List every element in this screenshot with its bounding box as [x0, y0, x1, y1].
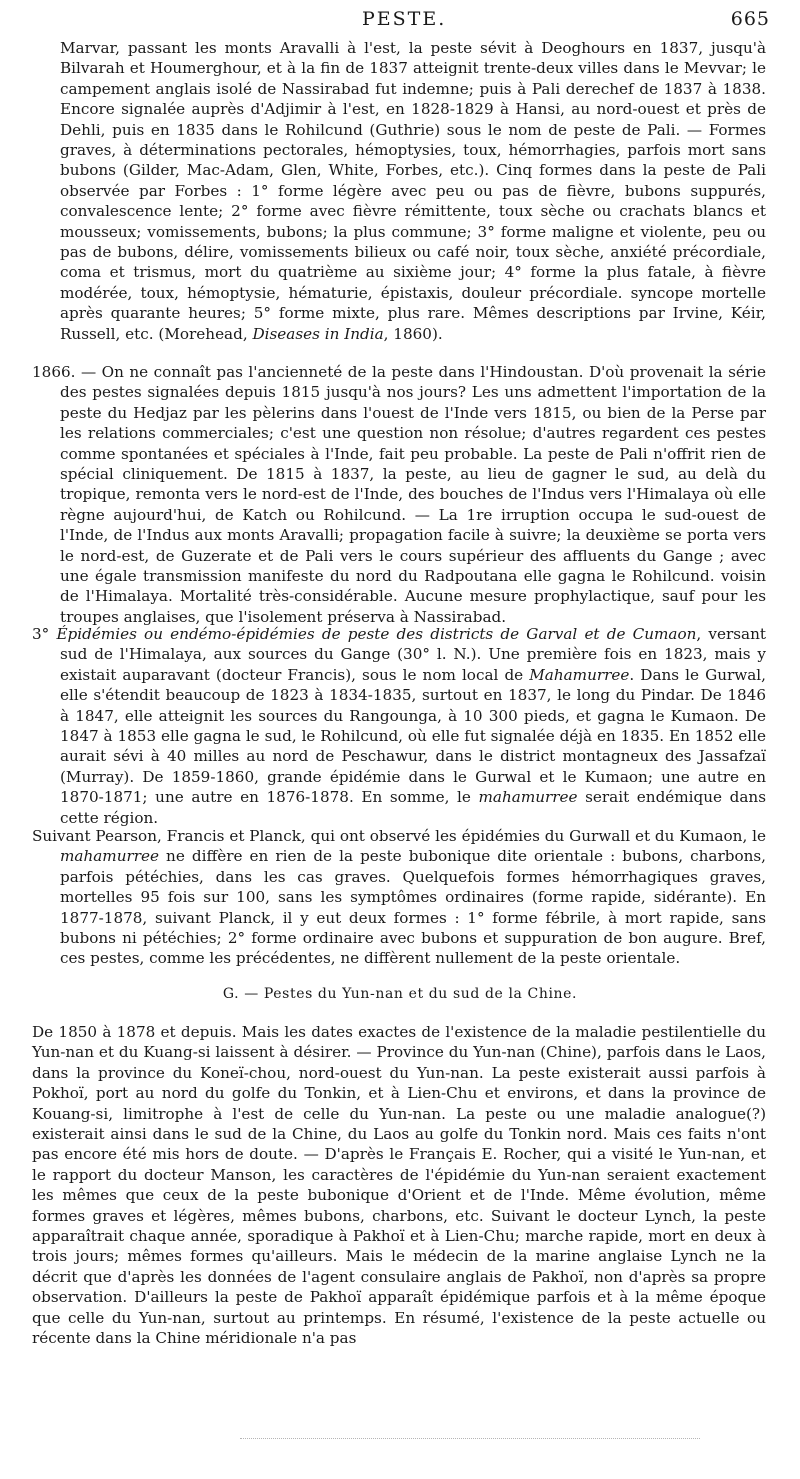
paragraph-text: Marvar, passant les monts Aravalli à l'est, la peste sévit à Deoghours en 1837, jusqu'à Bilvarah et Houmerghour, et à la fin de 1837 atteignit trente-deux villes dans le Mevvar; le campement anglais isolé de Nassirabad fut indemne; puis à Pali derechef de 1837 à 1838. Encore signalée auprès d'Adjimir à l'est, en 1828-1829 à Hansi, au nord-ouest et près de Dehli, puis en 1835 dans le Rohilcund (Guthrie) sous le nom de peste de Pali. — Formes graves, à déterminations pectorales, hémoptysies, toux, hémorrhagies, parfois mort sans bubons (Gilder, Mac-Adam, Glen, White, Forbes, etc.). Cinq formes dans la peste de Pali observée par Forbes : 1° forme légère avec peu ou pas de fièvre, bubons suppurés, convalescence lente; 2° forme avec fièvre rémittente, toux sèche ou crachats blancs et mousseux; vomissements, bubons; la plus commune; 3° forme maligne et violente, peu ou pas de bubons, délire, vomissements bilieux ou café noir, toux sèche, anxiété précordiale, coma et trismus, mort du quatrième au sixième jour; 4° forme la plus fatale, à fièvre modérée, toux, hémoptysie, hématurie, épistaxis, douleur précordiale. syncope mortelle après quarante heures; 5° forme mixte, plus rare. Mêmes descriptions par Irvine, Kéir, Russell, etc. (Morehead, [60, 39, 766, 343]
local-name: mahamurree [60, 847, 159, 866]
paragraph-text: Suivant Pearson, Francis et Planck, qui ont observé les épidémies du Gurwall et du Kumaon, le [32, 827, 766, 845]
paragraph-pali-forms [60, 38, 766, 344]
subsection-title: Épidémies ou endémo-épidémies de peste des districts de Garval et de Cumaon [56, 625, 697, 643]
paragraph-pearson-francis-planck [32, 826, 766, 969]
paragraph-1866-origin: 1866. — On ne connaît pas l'ancienneté de la peste dans l'Hindoustan. D'où provenait la série des pestes signalées depuis 1815 jusqu'à nos jours? Les uns admettent l'importation de la peste du Hedjaz par les pèlerins dans l'ouest de l'Inde vers 1815, ou bien de la Perse par les relations commerciales; c'est une question non résolue; d'autres regardent ces pestes comme spontanées et spéciales à l'Inde, fait peu probable. La peste de Pali n'offrit rien de spécial cliniquement. De 1815 à 1837, la peste, au lieu de gagner le sud, au delà du tropique, remonta vers le nord-est de l'Inde, des bouches de l'Indus vers l'Himalaya où elle règne aujourd'hui, de Katch ou Rohilcund. — La 1re irruption occupa le sud-ouest de l'Inde, de l'Indus aux monts Aravalli; propagation facile à suivre; la deuxième se porta vers le nord-est, de Guzerate et de Pali vers le cours supérieur des affluents du Gange ; avec une égale transmission manifeste du nord du Radpoutana elle gagna le Rohilcund. voisin de l'Himalaya. Mortalité très-considérable. Aucune mesure prophylactique, sauf pour les troupes anglaises, que l'isolement préserva à Nassirabad. [32, 363, 766, 626]
paragraph-text: . Dans le Gurwal, elle s'étendit beaucoup de 1823 à 1834-1835, surtout en 1837, le long du Pindar. De 1846 à 1847, elle atteignit les sources du Rangounga, à 10 300 pieds, et gagna le Kumaon. De 1847 à 1853 elle gagna le sud, le Rohilcund, où elle fut signalée déjà en 1835. En 1852 elle aurait sévi à 40 milles au nord de Peschawur, dans le district montagneux des Jassafzaï (Murray). De 1859-1860, grande épidémie dans le Gurwal et le Kumaon; une autre en 1870-1871; une autre en 1876-1878. En somme, le [60, 665, 766, 807]
page-number: 665 [730, 8, 770, 30]
section-heading: G. — Pestes du Yun-nan et du sud de la Chine. [222, 986, 578, 1002]
local-name: Mahamurree [529, 665, 630, 684]
paragraph-text: 3° [32, 625, 57, 643]
paragraph-text: , 1860). [383, 324, 443, 343]
paragraph-text: serait endémique dans cette région. [60, 788, 767, 827]
citation-title: Diseases in India [252, 324, 384, 343]
local-name: mahamurree [478, 788, 578, 807]
running-head [0, 4, 800, 34]
running-title: PESTE. [362, 8, 447, 30]
paragraph-garval-cumaon [32, 624, 767, 828]
paragraph-text: , versant sud de l'Himalaya, aux sources du Gange (30° l. N.). Une première fois en 1823, mais y existait auparavant (docteur Francis), sous le nom local de [60, 625, 766, 684]
paragraph-yun-nan: De 1850 à 1878 et depuis. Mais les dates exactes de l'existence de la maladie pestilentielle du Yun-nan et du Kuang-si laissent à désirer. — Province du Yun-nan (Chine), parfois dans le Laos, dans la province du Koneï-chou, nord-ouest du Yun-nan. La peste existerait aussi parfois à Pokhoï, port au nord du golfe du Tonkin, et à Lien-Chu et environs, et dans la province de Kouang-si, limitrophe à l'est de celle du Yun-nan. La peste ou une maladie analogue(?) existerait ainsi dans le sud de la Chine, du Laos au golfe du Tonkin nord. Mais ces faits n'ont pas encore été mis hors de doute. — D'après le Français E. Rocher, qui a visité le Yun-nan, et le rapport du docteur Manson, les caractères de l'épidémie du Yun-nan seraient exactement les mêmes que ceux de la peste bubonique d'Orient et de l'Inde. Même évolution, même formes graves et légères, mêmes bubons, charbons, etc. Suivant le docteur Lynch, la peste apparaîtrait chaque année, sporadique à Pakhoï et à Lien-Chu; marche rapide, mort en deux à trois jours; mêmes formes qu'ailleurs. Mais le médecin de la marine anglaise Lynch ne la décrit que d'après les données de l'agent consulaire anglais de Pakhoï, non d'après sa propre observation. D'ailleurs la peste de Pakhoï apparaît épidémique parfois et à la même époque que celle du Yun-nan, surtout au printemps. En résumé, l'existence de la peste actuelle ou récente dans la Chine méridionale n'a pas [32, 1023, 766, 1348]
paragraph-text: ne diffère en rien de la peste bubonique dite orientale : bubons, charbons, parfois pétéchies, dans les cas graves. Quelquefois formes hémorrhagiques graves, mortelles 95 fois sur 100, sans les symptômes ordinaires (forme rapide, sidérante). En 1877-1878, suivant Planck, il y eut deux formes : 1° forme fébrile, à mort rapide, sans bubons ni pétéchies; 2° forme ordinaire avec bubons et suppuration de bon augure. Bref, ces pestes, comme les précédentes, ne diffèrent nullement de la peste orientale. [60, 847, 766, 968]
footer-bleed-through [240, 1438, 700, 1441]
